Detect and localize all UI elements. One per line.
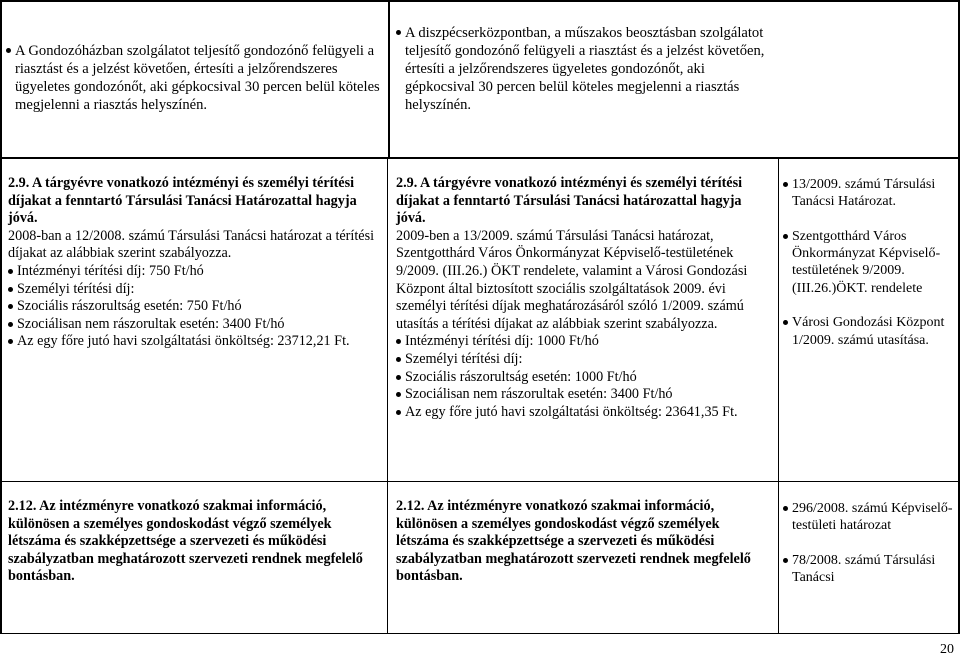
table-border-top — [0, 0, 960, 2]
row2-left-bullet-personal: Személyi térítési díj: — [8, 281, 382, 299]
row2-right-ref-3: Városi Gondozási Központ 1/2009. számú utasítása. — [783, 314, 955, 348]
row1-divider-vertical — [388, 0, 390, 158]
row2-mid-cell — [396, 175, 772, 421]
row2-mid-heading: 2.9. A tárgyévre vonatkozó intézményi és személyi térítési díjakat a fenntartó Társulási Tanácsi határozattal hagyja jóvá. — [396, 175, 743, 227]
row3-right-ref-1: 296/2008. számú Képviselő-testületi határozat — [783, 500, 955, 534]
row3-mid-heading: 2.12. Az intézményre vonatkozó szakmai információ, különösen a személyes gondoskodást végző személyek létszáma és szakképzettsége a szervezeti és működési szabályzatban meghatározott szervezeti rendnek megfelelő bontásban. — [396, 498, 751, 585]
row2-left-cell — [8, 175, 382, 351]
row1-right-text: A diszpécserközpontban, a műszakos beosztásban szolgálatot teljesítő gondozónő felügyeli a riasztást és a jelzést követően, értesíti a jelzőrendszeres ügyeletes gondozónőt, aki gépkocsival 30 percen belül köteles megjelenni a riasztás helyszínén. — [396, 24, 776, 114]
row2-left-text: 2008-ban a 12/2008. számú Társulási Tanácsi határozat a térítési díjakat az alábbiak szerint szabályozza. — [8, 227, 375, 262]
row2-left-sub-needy: Szociális rászorultság esetén: 750 Ft/hó — [8, 298, 382, 316]
row1-bottom-border — [0, 157, 960, 159]
row2-bottom-border — [0, 481, 960, 482]
row2-mid-bullet-institutional: Intézményi térítési díj: 1000 Ft/hó — [396, 333, 772, 351]
row2-mid-sub-needy: Szociális rászorultság esetén: 1000 Ft/hó — [396, 369, 772, 387]
row2-left-heading: 2.9. A tárgyévre vonatkozó intézményi és személyi térítési díjakat a fenntartó Társulási Tanácsi Határozattal hagyja jóvá. — [8, 175, 357, 227]
row3-right-cell — [783, 500, 955, 586]
row3-mid-cell — [396, 498, 772, 586]
row2-mid-bullet-cost: Az egy főre jutó havi szolgáltatási önköltség: 23641,35 Ft. — [396, 404, 772, 422]
table-border-bottom — [0, 633, 960, 634]
row2-left-bullet-institutional: Intézményi térítési díj: 750 Ft/hó — [8, 263, 382, 281]
row2-right-ref-1: 13/2009. számú Társulási Tanácsi Határozat. — [783, 176, 955, 210]
row2-right-ref-2: Szentgotthárd Város Önkormányzat Képviselő-testületének 9/2009. (III.26.)ÖKT. rendelete — [783, 228, 955, 297]
row2-mid-sub-not-needy: Szociálisan nem rászorultak esetén: 3400 Ft/hó — [396, 386, 772, 404]
page-number: 20 — [940, 642, 954, 657]
row1-right-cell — [396, 24, 776, 114]
row1-left-text: A Gondozóházban szolgálatot teljesítő gondozónő felügyeli a riasztást és a jelzést követően, értesíti a jelzőrendszeres ügyeletes gondozónőt, aki gépkocsival 30 percen belül köteles megjelenni a riasztás helyszínén. — [6, 42, 382, 114]
col-divider-left — [387, 158, 388, 634]
table-border-left — [0, 0, 2, 634]
row3-right-ref-2: 78/2008. számú Társulási Tanácsi — [783, 552, 955, 586]
row2-left-bullet-cost: Az egy főre jutó havi szolgáltatási önköltség: 23712,21 Ft. — [8, 333, 382, 351]
row2-left-sub-not-needy: Szociálisan nem rászorultak esetén: 3400 Ft/hó — [8, 316, 382, 334]
row3-left-cell — [8, 498, 382, 586]
row2-mid-bullet-personal: Személyi térítési díj: — [396, 351, 772, 369]
col-divider-right — [778, 158, 779, 634]
row2-right-cell — [783, 176, 955, 349]
row2-mid-text: 2009-ben a 13/2009. számú Társulási Tanácsi határozat, Szentgotthárd Város Önkormányzat Képviselő-testületének 9/2009. (III.26.) ÖKT rendelete, valamint a Városi Gondozási Központ által biztosított szociális szolgáltatások 2009. évi személyi térítési díjak meghatározásáról szóló 1/2009. számú utasítás a térítési díjakat az alábbiak szerint szabályozza. — [396, 227, 748, 332]
row3-left-heading: 2.12. Az intézményre vonatkozó szakmai információ, különösen a személyes gondoskodást végző személyek létszáma és szakképzettsége a szervezeti és működési szabályzatban meghatározott szervezeti rendnek megfelelő bontásban. — [8, 498, 363, 585]
row1-left-cell — [6, 42, 382, 114]
